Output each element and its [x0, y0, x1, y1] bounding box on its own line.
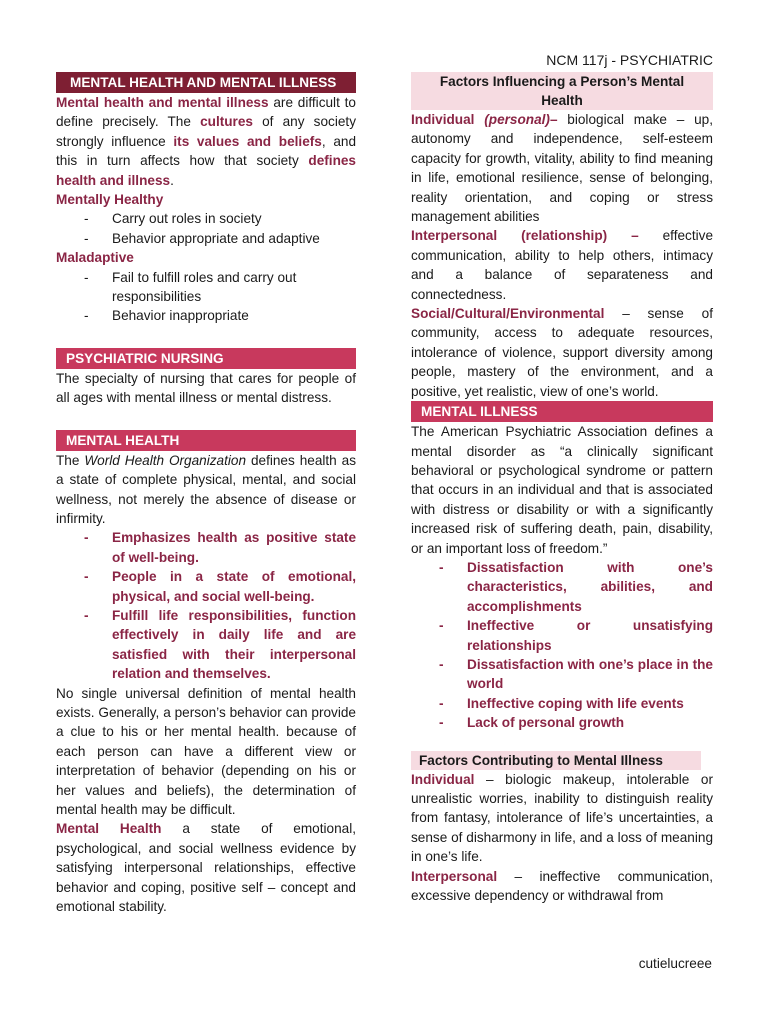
- highlight-term: (personal): [484, 112, 550, 127]
- list-item: - Fulfill life responsibilities, function effectively in daily life and are satisfied with their interpersonal relation and themselves.: [56, 606, 356, 684]
- highlight-term: Individual: [411, 771, 475, 787]
- text-run: – biologic makeup, intolerable or unrealistic worries, inability to distinguish reality from fantasy, intolerance of life’s uncertainties, a sense of disharmony in life, and a loss of meaning in one’s life.: [411, 771, 713, 865]
- definition-paragraph: No single universal definition of mental health exists. Generally, a person’s behavior can provide a clue to his or her mental health. because of each person can have a different view or interpretation of behavior (depending on his or her values and beliefs), the determination of mental health may be difficult.: [56, 685, 356, 817]
- section-title-psychiatric-nursing: PSYCHIATRIC NURSING: [56, 348, 356, 369]
- list-item: - Ineffective or unsatisfying relationships: [411, 616, 713, 655]
- mentally-healthy-label: Mentally Healthy: [56, 192, 164, 208]
- mentally-healthy-list: [56, 209, 356, 248]
- mental-health-definition: [56, 819, 356, 916]
- section-title-mental-health-and-illness: MENTAL HEALTH AND MENTAL ILLNESS: [56, 72, 356, 93]
- text-run: a state of emotional, psychological, and social wellness evidence by satisfying interpersonal relationships, effective behavior and coping, positive self – concept and emotional stability.: [56, 821, 356, 915]
- text-run: are difficult to define precisely. The: [56, 95, 356, 130]
- apa-definition-paragraph: The American Psychiatric Association defines a mental disorder as “a clinically significant behavioral or psychological syndrome or pattern that occurs in an individual and that is associated with distress or disability or with a significantly increased risk of suffering death, pain, disability, or an important loss of freedom.”: [411, 424, 713, 556]
- text-run: , and this in turn affects how that society: [56, 133, 356, 169]
- list-item: - People in a state of emotional, physical, and social well-being.: [56, 567, 356, 606]
- highlight-term: Interpersonal: [411, 868, 498, 884]
- text-run: biological make – up, autonomy and independence, self-esteem capacity for growth, vitality, ability to find meaning in life, emotional resilience, sense of belonging, reality orientation, and coping or stress management abilities: [411, 112, 714, 225]
- list-item: - Dissatisfaction with one’s characteristics, abilities, and accomplishments: [411, 558, 713, 616]
- list-item: - Emphasizes health as positive state of well-being.: [56, 528, 356, 567]
- list-item: - Fail to fulfill roles and carry out responsibilities: [56, 268, 356, 307]
- factors-contributing-title: Factors Contributing to Mental Illness: [411, 751, 701, 770]
- text-run: .: [170, 172, 174, 188]
- social-factor-paragraph: [411, 304, 713, 401]
- mental-health-points-list: [56, 528, 356, 683]
- text-run: defines health as a state of complete physical, mental, and social wellness, not merely the absence of disease or infirmity.: [56, 452, 357, 526]
- section-title-mental-health: MENTAL HEALTH: [56, 430, 356, 451]
- text-run: effective communication, ability to help others, intimacy and a balance of separateness and connectedness.: [411, 228, 713, 302]
- factors-influencing-title: Factors Influencing a Person’s Mental Health: [411, 72, 713, 110]
- text-run: of any society strongly influence: [56, 114, 356, 149]
- highlight-term: Mental Health: [56, 821, 162, 837]
- contributing-interpersonal-paragraph: [411, 867, 713, 906]
- highlight-term: Interpersonal (relationship) –: [411, 228, 639, 244]
- right-column: [411, 72, 713, 905]
- highlight-term: its values and beliefs: [173, 133, 322, 149]
- who-name: World Health Organization: [84, 452, 247, 468]
- contributing-individual-paragraph: [411, 770, 713, 867]
- author-footer: cutielucreee: [638, 956, 712, 971]
- list-item: - Behavior inappropriate: [56, 306, 356, 325]
- highlight-term: Individual: [411, 112, 485, 127]
- left-column: [56, 72, 356, 916]
- list-item: - Dissatisfaction with one’s place in the world: [411, 655, 713, 694]
- interpersonal-factor-paragraph: [411, 226, 713, 304]
- list-item: - Ineffective coping with life events: [411, 694, 713, 713]
- individual-factor-paragraph: [411, 110, 713, 226]
- list-item: - Lack of personal growth: [411, 713, 713, 732]
- course-header: NCM 117j - PSYCHIATRIC: [546, 52, 713, 68]
- intro-paragraph: [56, 93, 356, 190]
- mental-illness-signs-list: [411, 558, 713, 733]
- text-run: The: [56, 452, 85, 468]
- highlight-term: Social/Cultural/Environmental: [411, 306, 605, 322]
- text-run: – ineffective communication, excessive dependency or withdrawal from: [411, 868, 713, 904]
- who-definition-paragraph: [56, 451, 356, 529]
- section-title-mental-illness: MENTAL ILLNESS: [411, 401, 713, 422]
- list-item: - Carry out roles in society: [56, 209, 356, 228]
- highlight-term: defines health and illness: [56, 153, 356, 188]
- highlight-term: Mental health and mental illness: [56, 95, 269, 110]
- psychiatric-nursing-paragraph: The specialty of nursing that cares for people of all ages with mental illness or mental distress.: [56, 370, 356, 406]
- list-item: - Behavior appropriate and adaptive: [56, 229, 356, 248]
- maladaptive-label: Maladaptive: [56, 250, 134, 266]
- highlight-term: cultures: [200, 114, 253, 130]
- highlight-term: –: [549, 112, 558, 127]
- text-run: – sense of community, access to adequate resources, intolerance of violence, support diversity among people, mastery of the environment, and a positive, yet realistic, view of one’s world.: [411, 306, 713, 399]
- maladaptive-list: [56, 268, 356, 326]
